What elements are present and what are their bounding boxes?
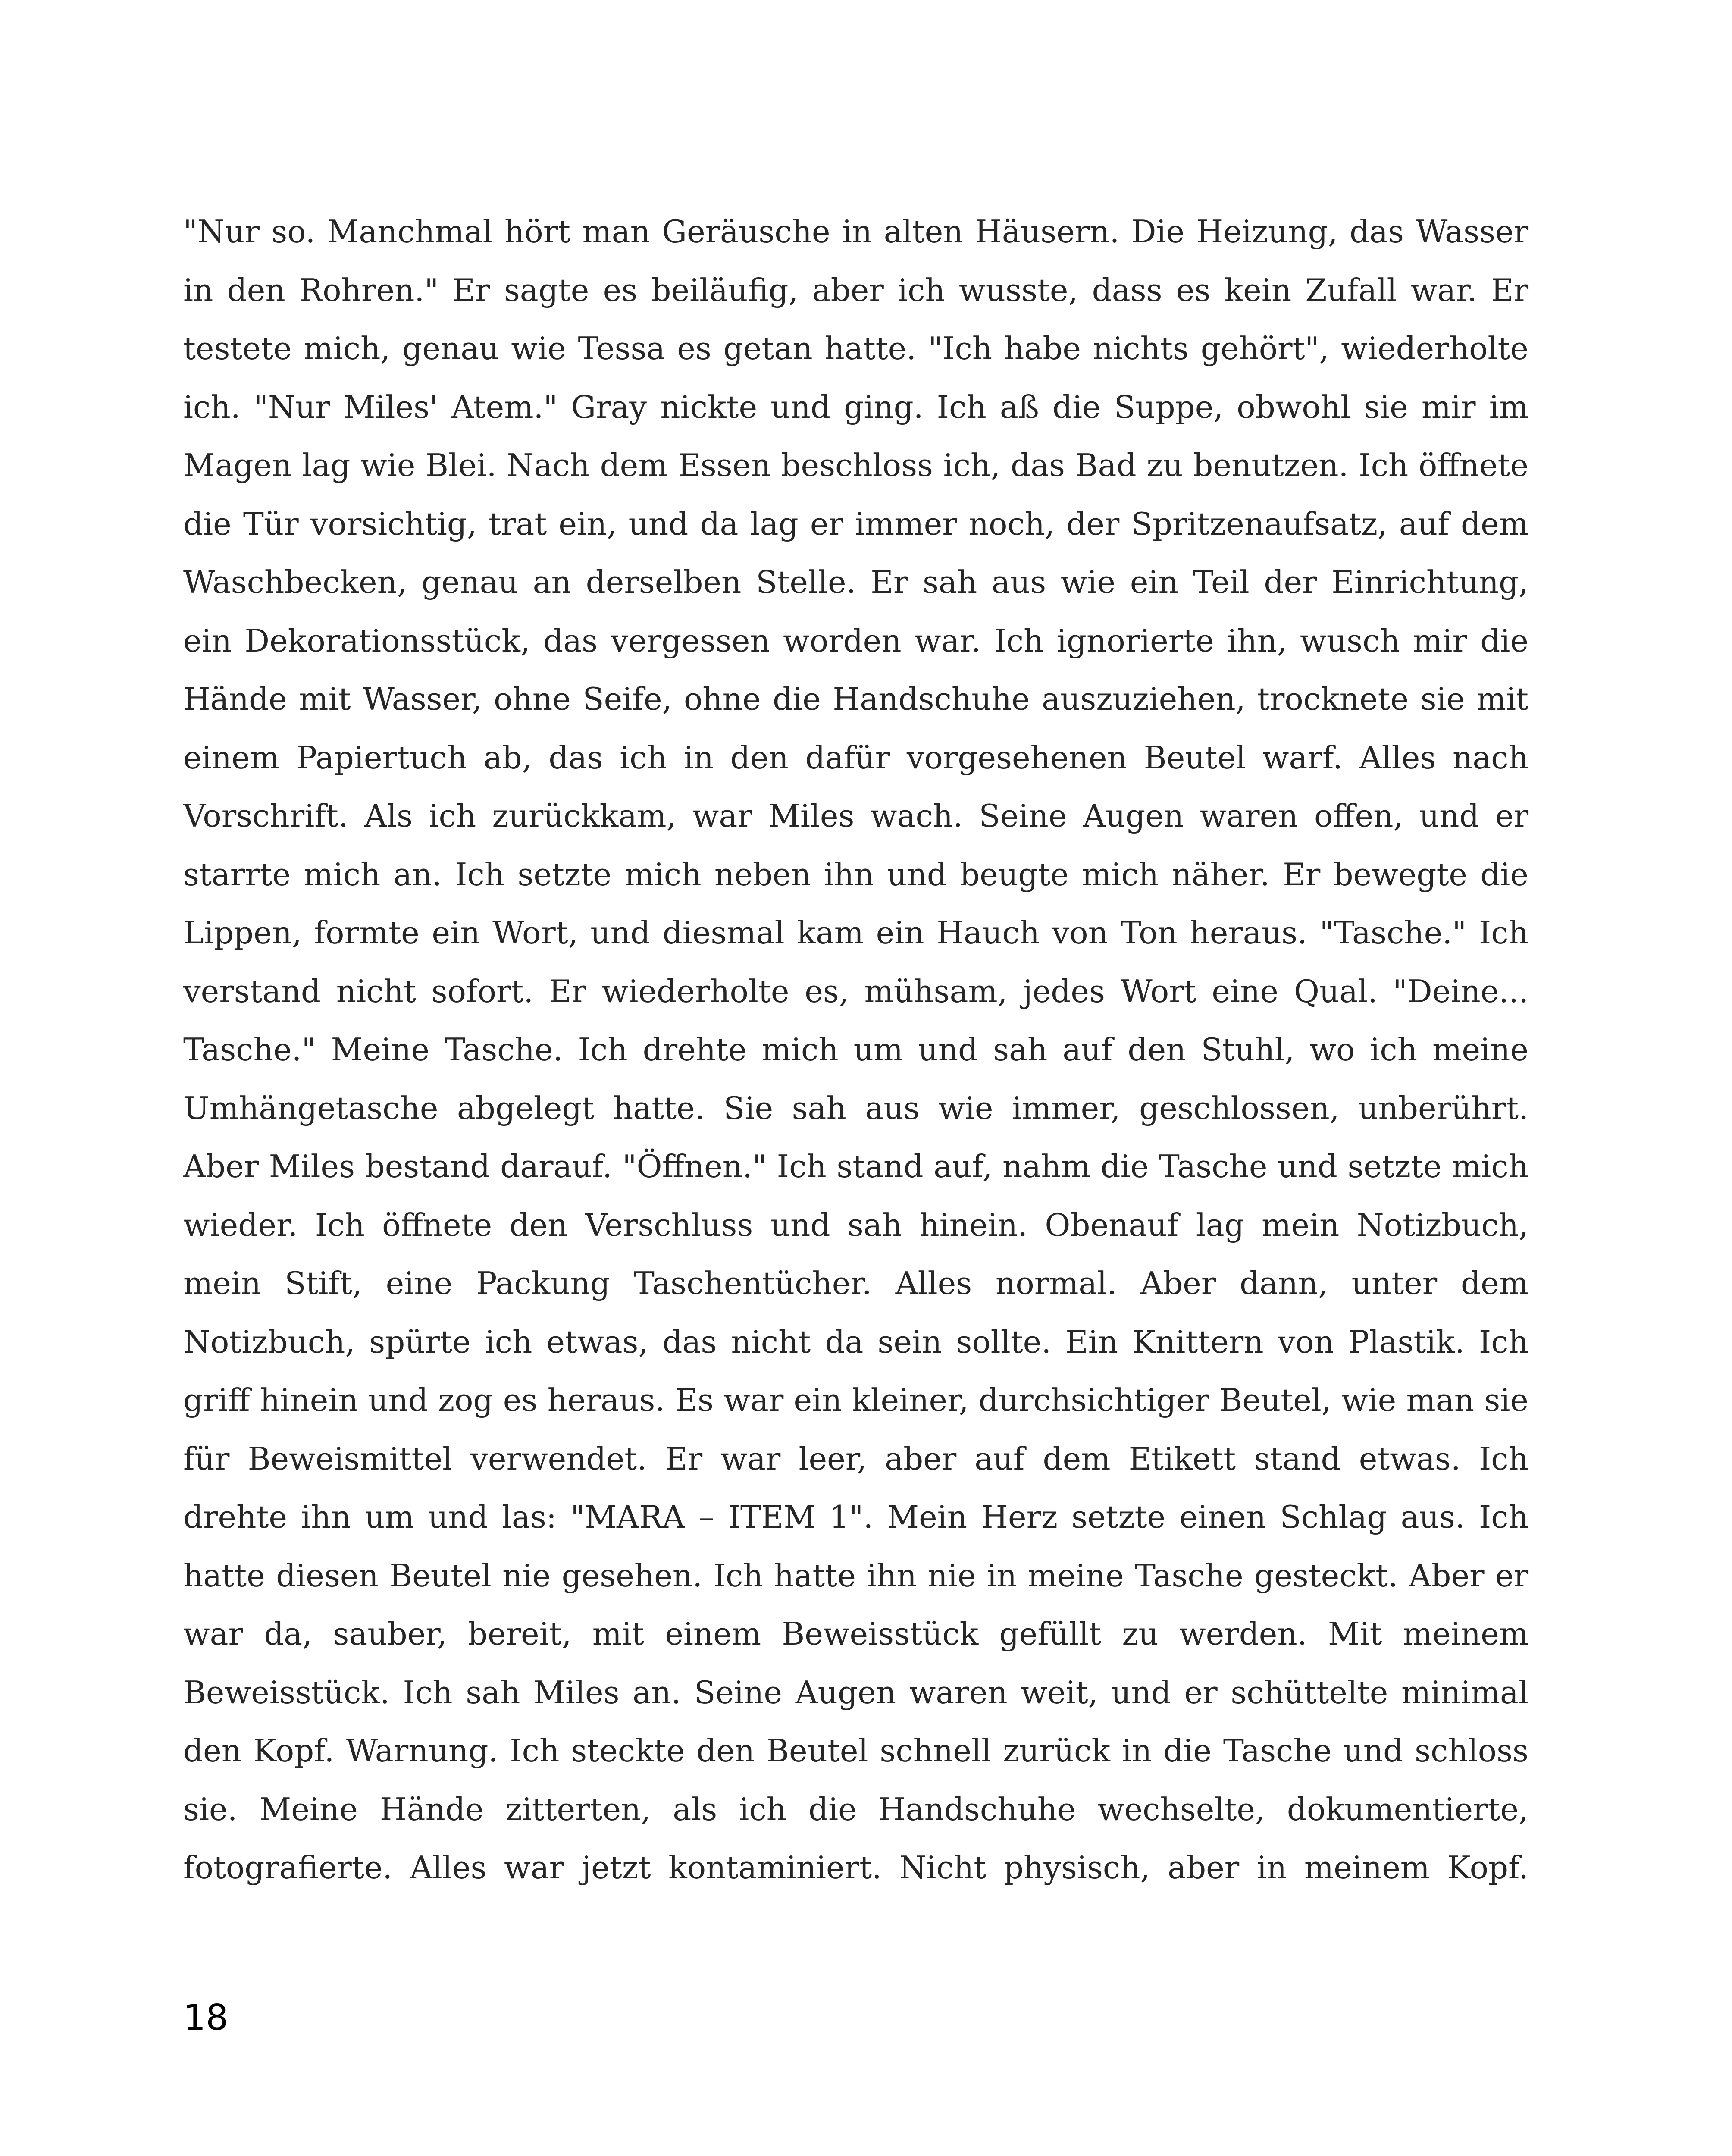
body-paragraph: "Nur so. Manchmal hört man Geräusche in alten Häusern. Die Heizung, das Wasser in den Rohren." Er sagte es beiläufig, aber ich wusste, dass es kein Zufall war. Er testete mich, genau wie Tessa es getan hatte. "Ich habe nichts gehört", wiederholte ich. "Nur Miles' Atem." Gray nickte und ging. Ich aß die Suppe, obwohl sie mir im Magen lag wie Blei. Nach dem Essen beschloss ich, das Bad zu benutzen. Ich öffnete die Tür vorsichtig, trat ein, und da lag er immer noch, der Spritzenaufsatz, auf dem Waschbecken, genau an derselben Stelle. Er sah aus wie ein Teil der Einrichtung, ein Dekorationsstück, das vergessen worden war. Ich ignorierte ihn, wusch mir die Hände mit Wasser, ohne Seife, ohne die Handschuhe auszuziehen, trocknete sie mit einem Papiertuch ab, das ich in den dafür vorgesehenen Beutel warf. Alles nach Vorschrift. Als ich zurückkam, war Miles wach. Seine Augen waren offen, und er starrte mich an. Ich setzte mich neben ihn und beugte mich näher. Er bewegte die Lippen, formte ein Wort, und diesmal kam ein Hauch von Ton heraus. "Tasche." Ich verstand nicht sofort. Er wiederholte es, mühsam, jedes Wort eine Qual. "Deine... Tasche." Meine Tasche. Ich drehte mich um und sah auf den Stuhl, wo ich meine Umhängetasche abgelegt hatte. Sie sah aus wie immer, geschlossen, unberührt. Aber Miles bestand darauf. "Öffnen." Ich stand auf, nahm die Tasche und setzte mich wieder. Ich öffnete den Verschluss und sah hinein. Obenauf lag mein Notizbuch, mein Stift, eine Packung Taschentücher. Alles normal. Aber dann, unter dem Notizbuch, spürte ich etwas, das nicht da sein sollte. Ein Knittern von Plastik. Ich griff hinein und zog es heraus. Es war ein kleiner, durchsichtiger Beutel, wie man sie für Beweismittel verwendet. Er war leer, aber auf dem Etikett stand etwas. Ich drehte ihn um und las: "MARA – ITEM 1". Mein Herz setzte einen Schlag aus. Ich hatte diesen Beutel nie gesehen. Ich hatte ihn nie in meine Tasche gesteckt. Aber er war da, sauber, bereit, mit einem Beweisstück gefüllt zu werden. Mit meinem Beweisstück. Ich sah Miles an. Seine Augen waren weit, und er schüttelte minimal den Kopf. Warnung. Ich steckte den Beutel schnell zurück in die Tasche und schloss sie. Meine Hände zitterten, als ich die Handschuhe wechselte, dokumentierte, fotografierte. Alles war jetzt kontaminiert. Nicht physisch, aber in meinem Kopf.: [183, 213, 1528, 1886]
page-number: 18: [183, 1997, 229, 2038]
